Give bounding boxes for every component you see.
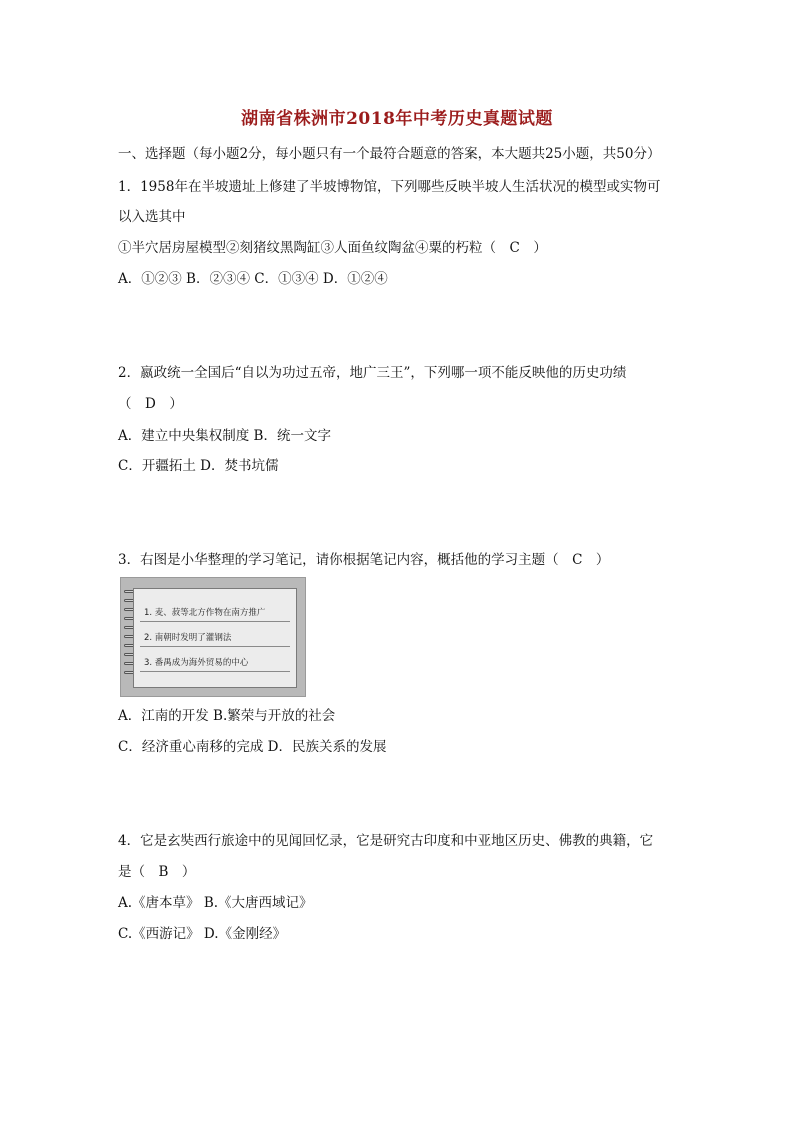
q2-options-line2: C．开疆拓土 D．焚书坑儒 [118, 458, 279, 474]
q2-stem-line2: （ D ） [118, 396, 183, 412]
q4-stem-line1: 4．它是玄奘西行旅途中的见闻回忆录，它是研究古印度和中亚地区历史、佛教的典籍，它 [118, 833, 654, 849]
q4-stem-line2: 是（ B ） [118, 864, 196, 880]
note-item-1: 1. 麦、菽等北方作物在南方推广 [144, 608, 266, 618]
q1-stem-line2: 以入选其中 [118, 209, 186, 225]
q1-stem-line3: ①半穴居房屋模型②刻猪纹黑陶缸③人面鱼纹陶盆④粟的朽粒（ C ） [118, 240, 547, 256]
note-item-3: 3. 番禺成为海外贸易的中心 [144, 658, 249, 668]
section-heading: 一、选择题（每小题2分，每小题只有一个最符合题意的答案，本大题共25小题，共50分） [118, 146, 661, 162]
q4-options-line2: C.《西游记》 D.《金刚经》 [118, 926, 287, 942]
note-rule [140, 671, 290, 672]
note-item-2: 2. 南朝时发明了灌钢法 [144, 633, 232, 643]
note-rule [140, 646, 290, 647]
q3-options-line1: A．江南的开发 B.繁荣与开放的社会 [118, 708, 336, 724]
q4-options-line1: A.《唐本草》 B.《大唐西域记》 [118, 895, 313, 911]
notebook-paper [133, 588, 297, 688]
q3-options-line2: C．经济重心南移的完成 D．民族关系的发展 [118, 739, 387, 755]
note-rule [140, 621, 290, 622]
study-notes-image [120, 577, 306, 697]
q1-options: A．①②③ B．②③④ C．①③④ D．①②④ [118, 271, 388, 287]
q1-stem-line1: 1．1958年在半坡遗址上修建了半坡博物馆，下列哪些反映半坡人生活状况的模型或实物可 [118, 179, 661, 195]
q3-stem-line1: 3．右图是小华整理的学习笔记，请你根据笔记内容，概括他的学习主题（ C ） [118, 552, 610, 568]
q2-stem-line1: 2．嬴政统一全国后“自以为功过五帝，地广三王”，下列哪一项不能反映他的历史功绩 [118, 365, 627, 381]
q2-options-line1: A．建立中央集权制度 B．统一文字 [118, 428, 331, 444]
page-title: 湖南省株洲市2018年中考历史真题试题 [241, 109, 553, 129]
